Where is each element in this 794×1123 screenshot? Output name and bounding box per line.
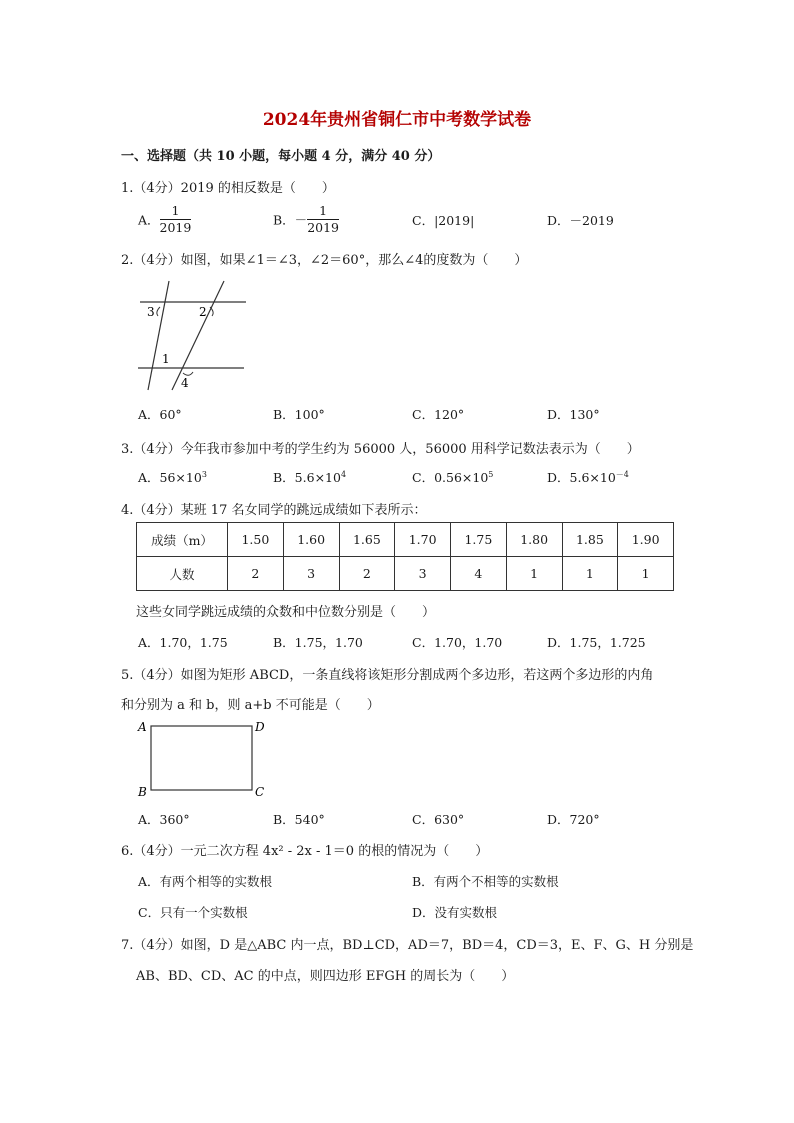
table-cell: 1.65 xyxy=(339,523,395,557)
q3-c-exponent: 5 xyxy=(488,469,494,479)
q1-option-a-label: A． xyxy=(138,212,160,228)
q1-a-denominator: 2019 xyxy=(159,220,192,235)
q3-option-b xyxy=(273,468,346,486)
table-cell: 1.85 xyxy=(562,523,618,557)
score-table-row-counts xyxy=(137,557,674,591)
q2-label-2: 2 xyxy=(199,305,207,319)
q3-a-exponent: 3 xyxy=(201,469,207,479)
table-cell: 3 xyxy=(283,557,339,591)
q3-option-c xyxy=(412,468,493,486)
table-cell: 1.80 xyxy=(506,523,562,557)
q5-rectangle-abcd xyxy=(151,726,252,790)
score-table-row-scores xyxy=(137,523,674,557)
question-5-stem-line-1: 5.（4分）如图为矩形 ABCD，一条直线将该矩形分割成两个多边形，若这两个多边形的内角 xyxy=(121,668,654,683)
q5-vertex-c: C xyxy=(255,785,265,799)
table-cell: 1.90 xyxy=(618,523,674,557)
q5-vertex-b: B xyxy=(138,785,147,799)
score-table xyxy=(136,522,674,591)
table-cell: 1.60 xyxy=(283,523,339,557)
q1-b-numerator: 1 xyxy=(307,203,339,220)
q1-option-a-fraction xyxy=(160,203,192,236)
q5-option-d: D．720° xyxy=(547,812,600,827)
q2-parallel-lines-figure xyxy=(134,276,254,392)
q1-option-b-fraction xyxy=(307,203,339,236)
table-header-count: 人数 xyxy=(137,557,228,591)
q2-option-c: C．120° xyxy=(412,407,465,422)
q3-c-base: C．0.56×10 xyxy=(412,470,489,485)
q4-option-a: A．1.70，1.75 xyxy=(138,635,228,650)
question-7-stem-line-1: 7.（4分）如图，D 是△ABC 内一点，BD⊥CD，AD＝7，BD＝4，CD＝3，E、F、G、H 分别是 xyxy=(121,938,694,953)
question-1-stem: 1.（4分）2019 的相反数是（ ） xyxy=(121,181,335,196)
q3-b-exponent: 4 xyxy=(340,469,347,479)
table-cell: 1.75 xyxy=(451,523,507,557)
q4-option-c: C．1.70，1.70 xyxy=(412,635,503,650)
q5-vertex-d: D xyxy=(255,720,265,734)
table-cell: 1 xyxy=(506,557,562,591)
table-cell: 1 xyxy=(562,557,618,591)
q3-a-base: A．56×10 xyxy=(138,470,202,485)
q1-option-b-label: B．－ xyxy=(273,212,308,228)
q2-option-a: A．60° xyxy=(138,407,182,422)
q2-right-transversal xyxy=(172,281,224,390)
table-cell: 2 xyxy=(228,557,284,591)
q2-angle-3-arc xyxy=(157,307,160,316)
q5-option-c: C．630° xyxy=(412,812,465,827)
question-4-prompt: 这些女同学跳远成绩的众数和中位数分别是（ ） xyxy=(136,605,436,620)
question-3-stem: 3.（4分）今年我市参加中考的学生约为 56000 人，56000 用科学记数法表示为（ ） xyxy=(121,442,640,457)
q5-option-b: B．540° xyxy=(273,812,325,827)
q1-b-denominator: 2019 xyxy=(307,220,339,235)
q2-label-4: 4 xyxy=(181,376,189,390)
q2-label-3: 3 xyxy=(147,305,155,319)
question-2-stem: 2.（4分）如图，如果∠1＝∠3，∠2＝60°，那么∠4的度数为（ ） xyxy=(121,253,528,268)
q2-label-1: 1 xyxy=(162,352,170,366)
q2-left-transversal xyxy=(148,281,169,390)
table-cell: 3 xyxy=(395,557,451,591)
q1-a-numerator: 1 xyxy=(160,203,192,220)
table-cell: 1 xyxy=(618,557,674,591)
question-4-stem: 4.（4分）某班 17 名女同学的跳远成绩如下表所示： xyxy=(121,503,427,518)
table-cell: 1.50 xyxy=(228,523,284,557)
q6-option-a: A．有两个相等的实数根 xyxy=(138,874,273,889)
q5-option-a: A．360° xyxy=(138,812,190,827)
q2-angle-4-arc xyxy=(183,372,193,375)
question-6-stem: 6.（4分）一元二次方程 4x² - 2x - 1＝0 的根的情况为（ ） xyxy=(121,844,489,859)
q5-vertex-a: A xyxy=(138,720,147,734)
table-header-score: 成绩（m） xyxy=(137,523,228,557)
q4-option-d: D．1.75，1.725 xyxy=(547,635,646,650)
table-cell: 1.70 xyxy=(395,523,451,557)
section-heading: 一、选择题（共 10 小题，每小题 4 分，满分 40 分） xyxy=(121,149,441,164)
q2-option-d: D．130° xyxy=(547,407,600,422)
q2-option-b: B．100° xyxy=(273,407,325,422)
q3-d-base: D．5.6×10 xyxy=(547,470,616,485)
q6-option-b: B．有两个不相等的实数根 xyxy=(412,874,559,889)
q1-option-d: D．－2019 xyxy=(547,213,614,228)
q5-rectangle-figure xyxy=(134,716,274,802)
q6-option-c: C．只有一个实数根 xyxy=(138,905,248,920)
q6-option-d: D．没有实数根 xyxy=(412,905,498,920)
q3-b-base: B．5.6×10 xyxy=(273,470,341,485)
q1-option-c: C．|2019| xyxy=(412,213,475,228)
q3-option-d xyxy=(547,468,629,486)
question-7-stem-line-2: AB、BD、CD、AC 的中点，则四边形 EFGH 的周长为（ ） xyxy=(136,969,515,984)
table-cell: 4 xyxy=(451,557,507,591)
q1-option-b xyxy=(273,203,339,236)
q3-d-exponent: －4 xyxy=(615,469,629,479)
question-5-stem-line-2: 和分别为 a 和 b，则 a+b 不可能是（ ） xyxy=(121,698,380,713)
table-cell: 2 xyxy=(339,557,395,591)
q3-option-a xyxy=(138,468,207,486)
q1-option-a xyxy=(138,203,191,236)
page-title: 2024年贵州省铜仁市中考数学试卷 xyxy=(262,110,532,130)
q4-option-b: B．1.75，1.70 xyxy=(273,635,363,650)
